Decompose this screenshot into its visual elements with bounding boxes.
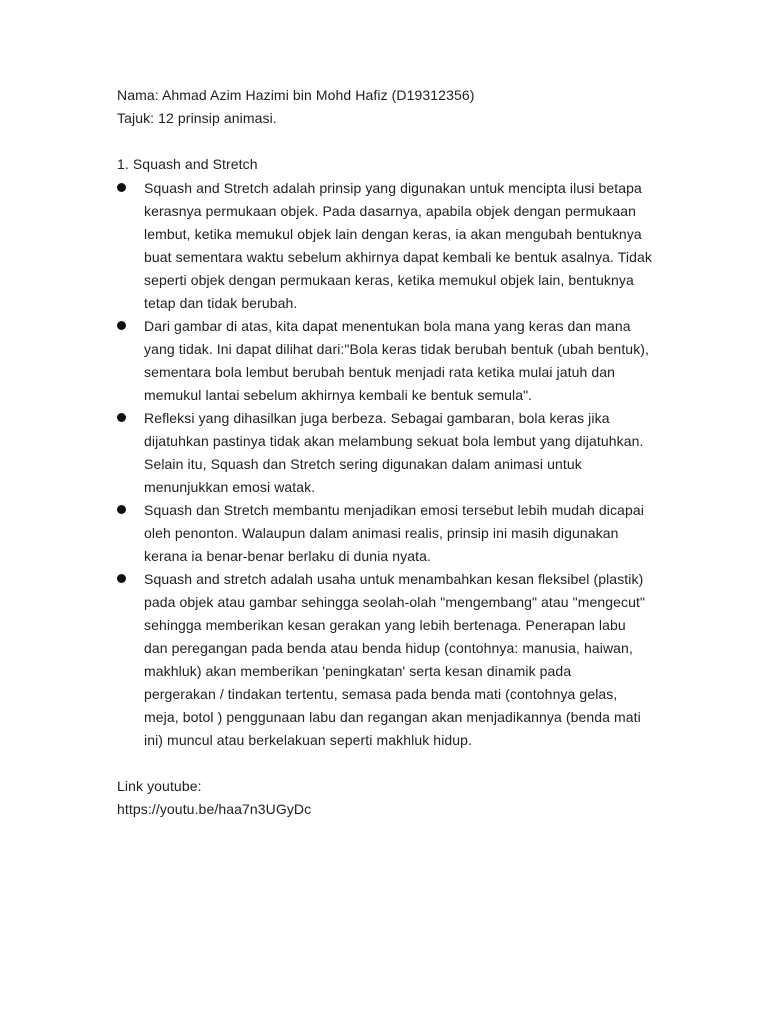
bullet-paragraph <box>144 315 664 407</box>
bullet-line: Dari gambar di atas, kita dapat menentukan bola mana yang keras dan mana <box>144 318 631 334</box>
bullet-line: tetap dan tidak berubah. <box>144 295 298 311</box>
bullet-line: Refleksi yang dihasilkan juga berbeza. Sebagai gambaran, bola keras jika <box>144 410 610 426</box>
bullet-line: Squash and stretch adalah usaha untuk menambahkan kesan fleksibel (plastik) <box>144 571 644 587</box>
bullet-dot-icon <box>117 321 126 330</box>
bullet-line: Selain itu, Squash dan Stretch sering digunakan dalam animasi untuk <box>144 456 582 472</box>
bullet-paragraph <box>144 407 664 499</box>
bullet-line: lembut, ketika memukul objek lain dengan keras, ia akan mengubah bentuknya <box>144 226 642 242</box>
bullet-line: Squash dan Stretch membantu menjadikan emosi tersebut lebih mudah dicapai <box>144 502 644 518</box>
bullet-paragraph <box>144 499 664 568</box>
bullet-dot-icon <box>117 505 126 514</box>
bullet-line: yang tidak. Ini dapat dilihat dari:"Bola keras tidak berubah bentuk (ubah bentuk), <box>144 341 650 357</box>
bullet-line: ini) muncul atau berkelakuan seperti makhluk hidup. <box>144 732 473 748</box>
bullet-paragraph <box>144 177 664 315</box>
bullet-line: Squash and Stretch adalah prinsip yang digunakan untuk mencipta ilusi betapa <box>144 180 642 196</box>
bullet-line: kerasnya permukaan objek. Pada dasarnya, apabila objek dengan permukaan <box>144 203 636 219</box>
bullet-line: kerana ia benar-benar berlaku di dunia nyata. <box>144 548 432 564</box>
bullet-line: meja, botol ) penggunaan labu dan regangan akan menjadikannya (benda mati <box>144 709 641 725</box>
section-heading: 1. Squash and Stretch <box>117 156 258 172</box>
bullet-dot-icon <box>117 183 126 192</box>
bullet-line: makhluk) akan memberikan 'peningkatan' serta kesan dinamik pada <box>144 663 572 679</box>
bullet-line: seperti objek dengan permukaan keras, ketika memukul objek lain, bentuknya <box>144 272 634 288</box>
bullet-line: dijatuhkan pastinya tidak akan melambung sekuat bola lembut yang dijatuhkan. <box>144 433 644 449</box>
topic-title-line: Tajuk: 12 prinsip animasi. <box>117 110 277 126</box>
bullet-line: dan peregangan pada benda atau benda hidup (contohnya: manusia, haiwan, <box>144 640 633 656</box>
bullet-line: memukul lantai sebelum akhirnya kembali ke bentuk semula". <box>144 387 533 403</box>
bullet-line: buat sementara waktu sebelum akhirnya dapat kembali ke bentuk asalnya. Tidak <box>144 249 652 265</box>
bullet-line: oleh penonton. Walaupun dalam animasi realis, prinsip ini masih digunakan <box>144 525 619 541</box>
bullet-line: sementara bola lembut berubah bentuk menjadi rata ketika mulai jatuh dan <box>144 364 616 380</box>
youtube-link[interactable]: https://youtu.be/haa7n3UGyDc <box>117 801 312 817</box>
bullet-dot-icon <box>117 574 126 583</box>
bullet-paragraph <box>144 568 664 752</box>
bullet-line: pada objek atau gambar sehingga seolah-olah "mengembang" atau "mengecut" <box>144 594 646 610</box>
bullet-line: pergerakan / tindakan tertentu, semasa pada benda mati (contohnya gelas, <box>144 686 618 702</box>
bullet-dot-icon <box>117 413 126 422</box>
link-label: Link youtube: <box>117 778 202 794</box>
bullet-line: menunjukkan emosi watak. <box>144 479 316 495</box>
student-name-line: Nama: Ahmad Azim Hazimi bin Mohd Hafiz (D19312356) <box>117 87 475 103</box>
bullet-line: sehingga memberikan kesan gerakan yang lebih bertenaga. Penerapan labu <box>144 617 626 633</box>
